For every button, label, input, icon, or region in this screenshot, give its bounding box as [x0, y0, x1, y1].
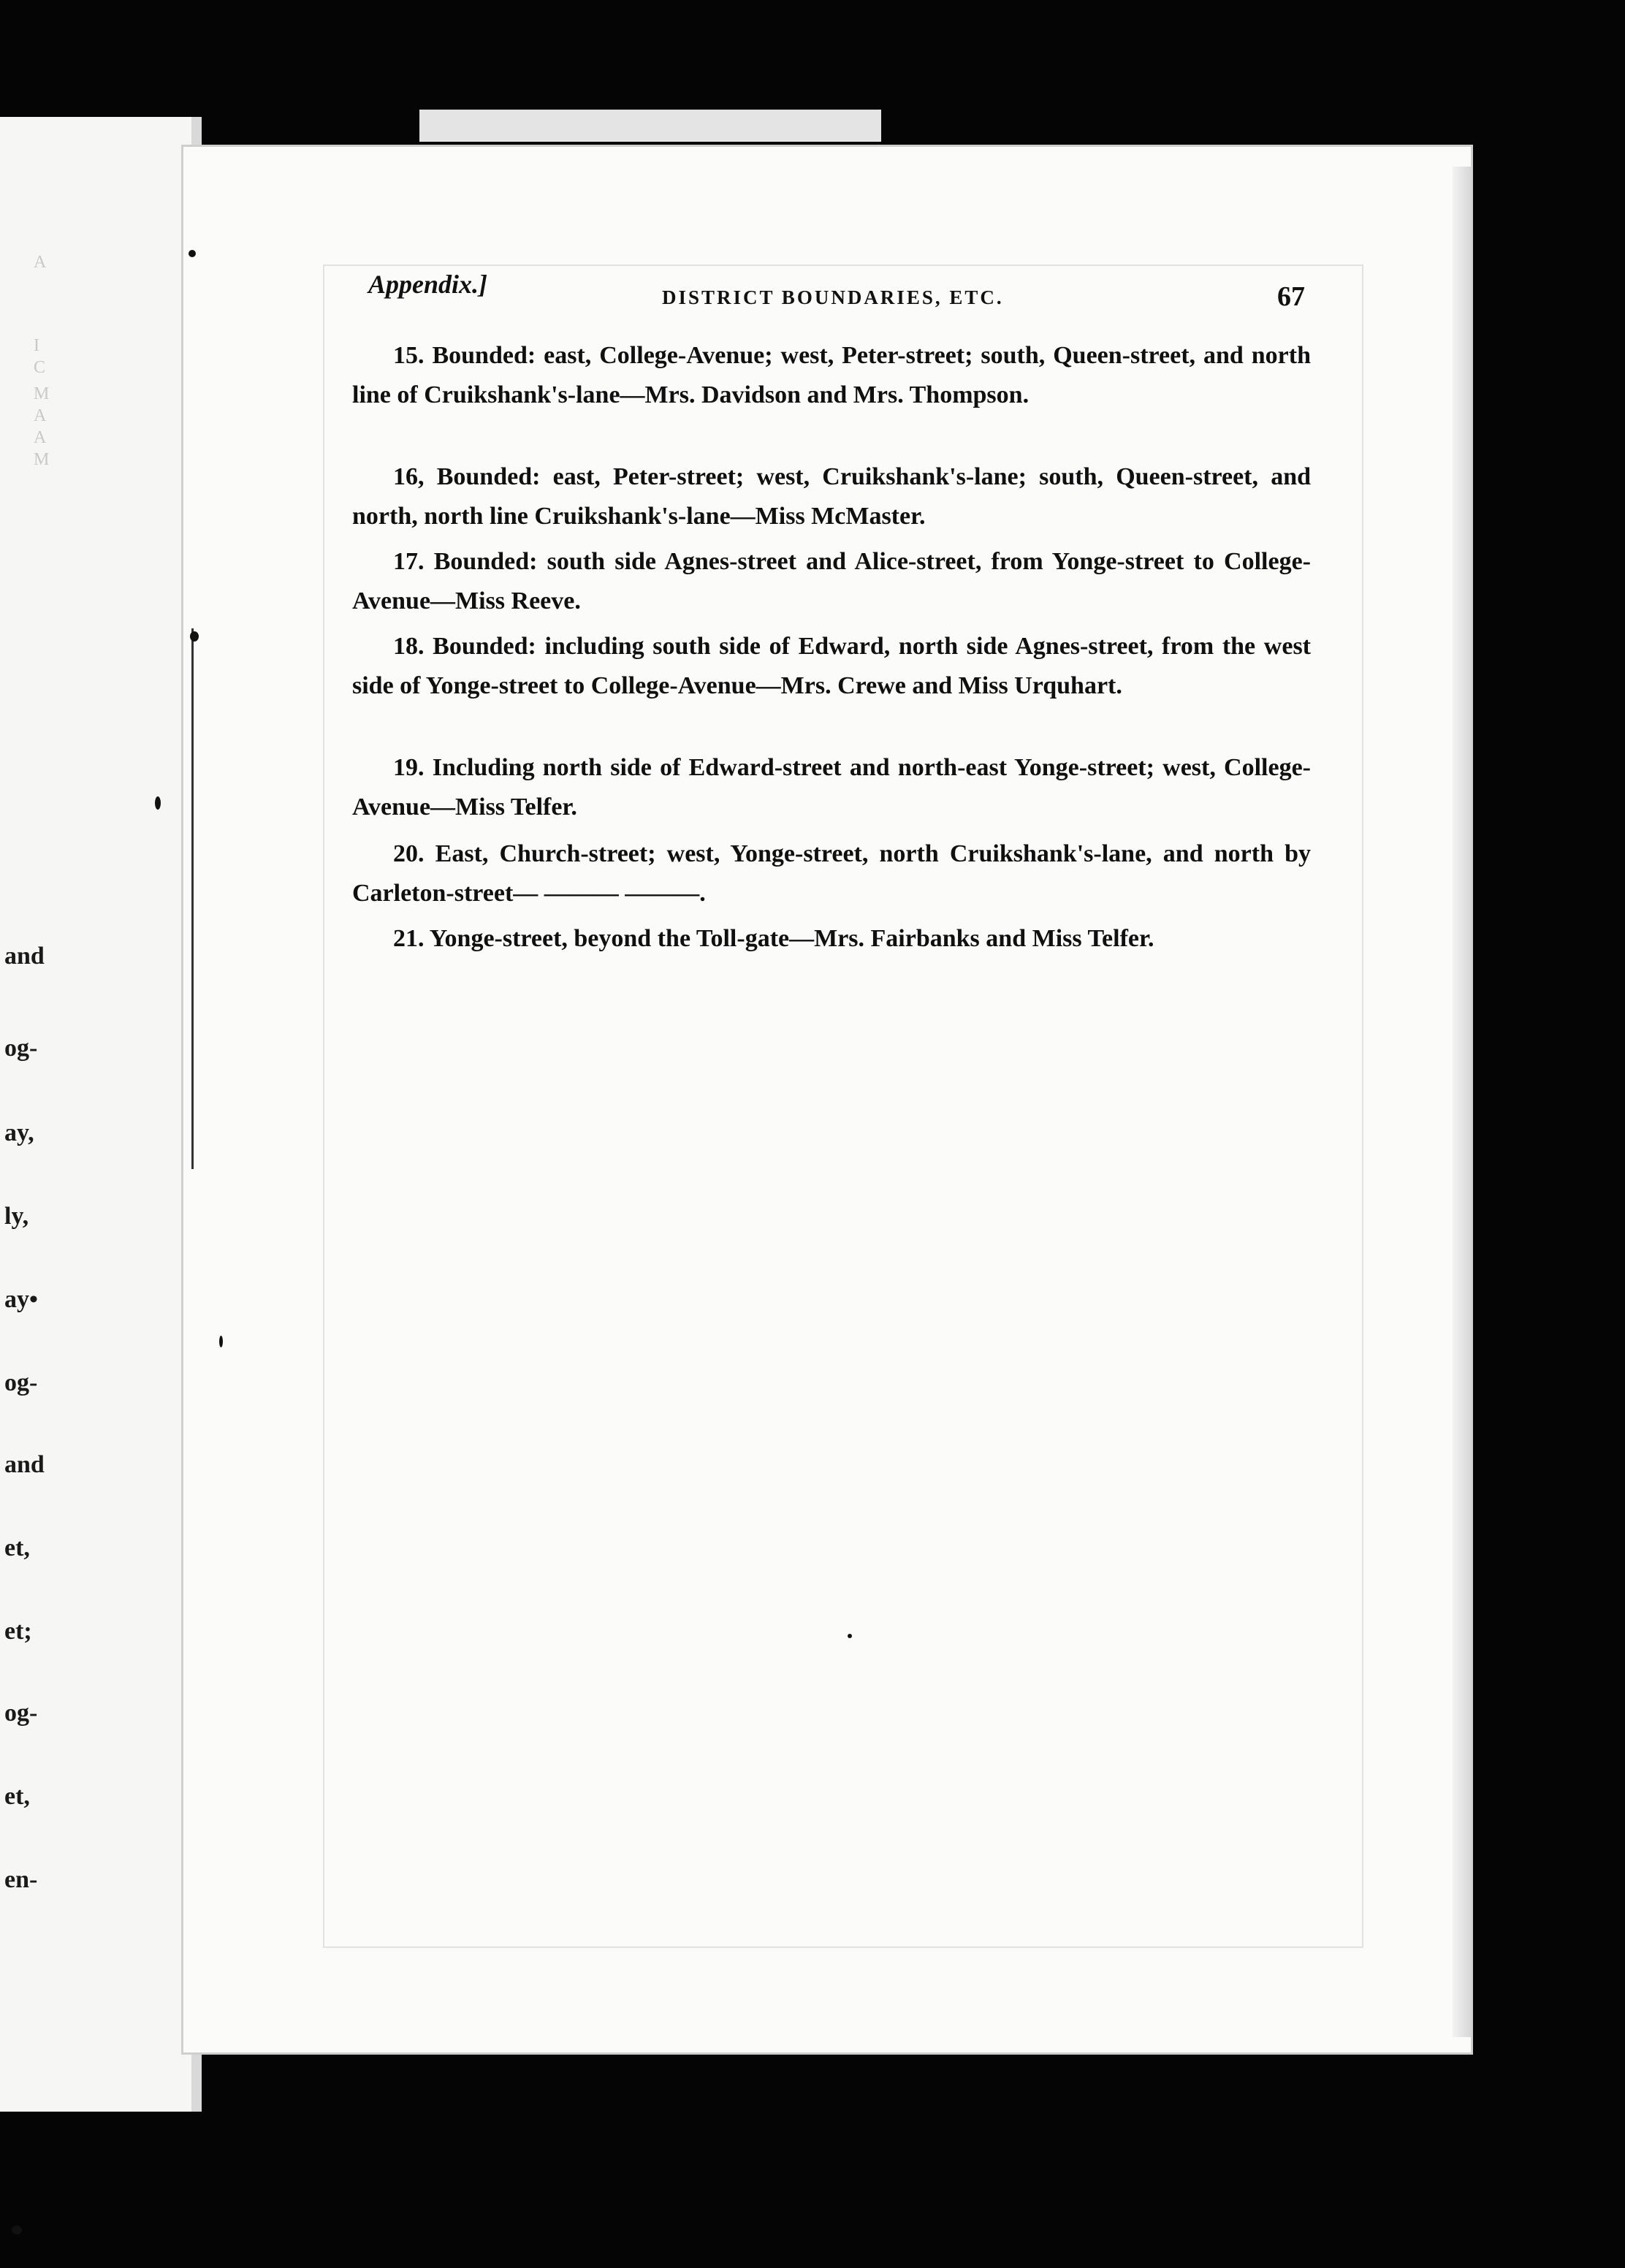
- left-text-fragment: et;: [4, 1618, 32, 1645]
- left-text-fragment: og-: [4, 1700, 38, 1727]
- bleed-text: A: [34, 406, 47, 425]
- district-entry: [352, 336, 1311, 415]
- bleed-text: A: [34, 428, 47, 447]
- bleed-text: M: [34, 384, 50, 403]
- left-text-fragment: en-: [4, 1866, 38, 1893]
- page-tab-edge: [419, 110, 881, 142]
- district-entry: [352, 542, 1311, 621]
- binding-line: [191, 628, 194, 1169]
- entry-text: Bounded: south side Agnes-street and Alice-street, from Yonge-street to College-Avenue—Miss Reeve.: [352, 548, 1312, 614]
- bleed-text: I: [34, 336, 39, 355]
- left-text-fragment: og-: [4, 1035, 38, 1062]
- district-entry: [352, 919, 1311, 959]
- district-entry: [352, 834, 1311, 913]
- ink-speck: [848, 1634, 852, 1638]
- district-entry: [352, 748, 1311, 827]
- entry-number: 21.: [393, 925, 425, 952]
- entry-number: 16,: [393, 463, 425, 490]
- entry-text: Yonge-street, beyond the Toll-gate—Mrs. Fairbanks and Miss Telfer.: [429, 925, 1154, 952]
- ink-speck: [189, 250, 196, 257]
- left-text-fragment: ay•: [4, 1286, 38, 1313]
- left-text-fragment: ly,: [4, 1203, 29, 1230]
- entry-number: 20.: [393, 840, 425, 867]
- entry-number: 17.: [393, 548, 425, 575]
- ink-speck: [12, 2226, 22, 2234]
- district-entry: [352, 627, 1311, 706]
- page-number: 67: [1277, 281, 1305, 312]
- entry-text: East, Church-street; west, Yonge-street, north Cruikshank's-lane, and north by Carleton-street— ——— ———.: [352, 840, 1312, 907]
- entry-number: 15.: [393, 342, 425, 369]
- entry-number: 18.: [393, 633, 425, 660]
- left-text-fragment: and: [4, 1451, 45, 1478]
- left-text-fragment: and: [4, 943, 45, 970]
- running-head-section: Appendix.]: [368, 270, 488, 299]
- page-edge-shadow: [1453, 167, 1472, 2037]
- bleed-text: M: [34, 450, 50, 469]
- bleed-text: A: [34, 253, 47, 272]
- left-text-fragment: ay,: [4, 1119, 34, 1146]
- bleed-text: C: [34, 358, 46, 377]
- entry-text: Bounded: east, College-Avenue; west, Peter-street; south, Queen-street, and north line of Cruikshank's-lane—Mrs. Davidson and Mrs. Thompson.: [352, 342, 1311, 408]
- entry-number: 19.: [393, 754, 425, 781]
- entry-text: Bounded: east, Peter-street; west, Cruikshank's-lane; south, Queen-street, and north, north line Cruikshank's-lane—Miss McMaster.: [352, 463, 1312, 530]
- ink-speck: [219, 1336, 223, 1347]
- left-text-fragment: et,: [4, 1783, 30, 1810]
- running-head-title: DISTRICT BOUNDARIES, ETC.: [662, 286, 1004, 308]
- entry-text: Including north side of Edward-street and north-east Yonge-street; west, College-Avenue—Miss Telfer.: [352, 754, 1312, 821]
- left-facing-page: [0, 117, 194, 2112]
- entry-text: Bounded: including south side of Edward, north side Agnes-street, from the west side of Yonge-street to College-Avenue—Mrs. Crewe and Miss Urquhart.: [352, 633, 1311, 699]
- ink-speck: [155, 796, 161, 810]
- ink-speck: [190, 631, 199, 642]
- left-text-fragment: og-: [4, 1369, 38, 1396]
- district-entry: [352, 457, 1311, 536]
- left-text-fragment: et,: [4, 1534, 30, 1561]
